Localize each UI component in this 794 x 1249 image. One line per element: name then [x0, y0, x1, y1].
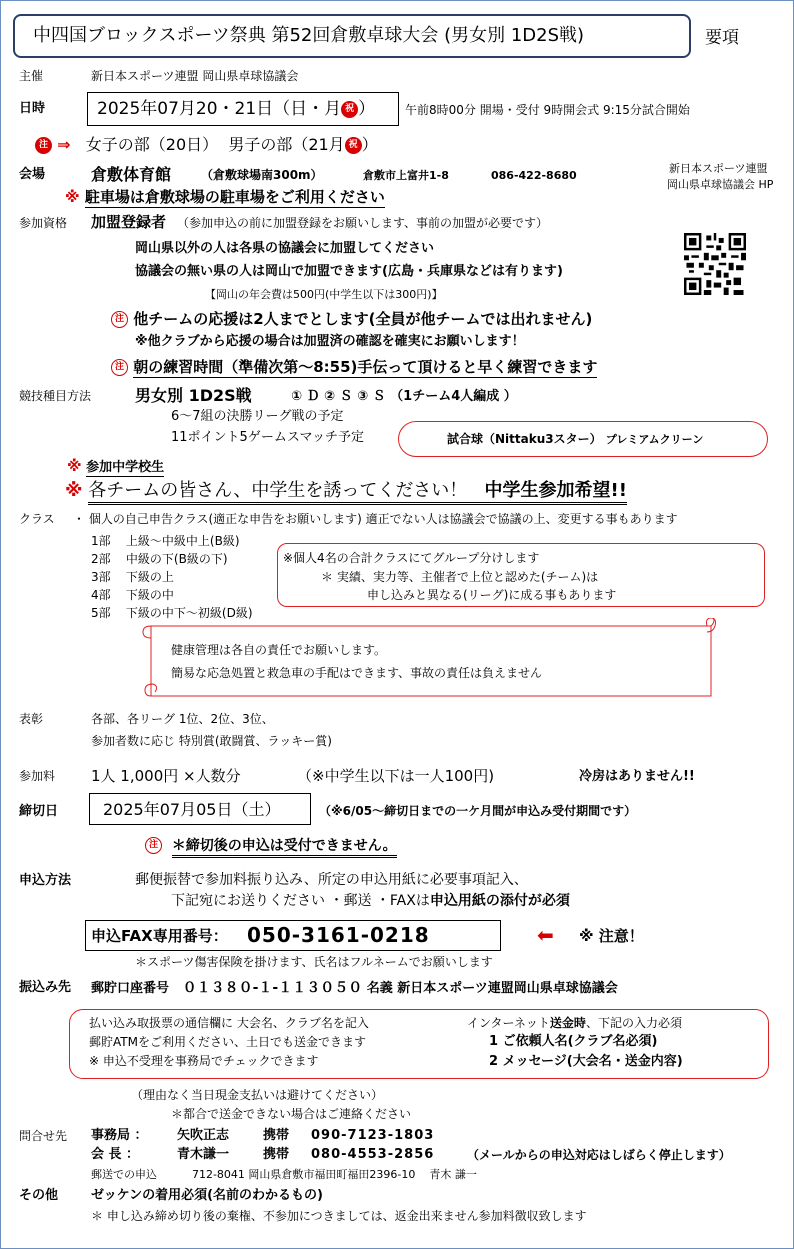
venue-address: 倉敷市上富井1-8: [363, 169, 449, 182]
fee-student: （※中学生以下は一人100円): [297, 767, 495, 785]
awards-label: 表彰: [19, 712, 44, 726]
date-value-prefix: 2025年07月20・21日（日・月: [97, 99, 342, 119]
annual-fee-note: 【岡山の年会費は500円(中学生以下は300円)】: [205, 288, 443, 301]
class-row: [91, 534, 240, 548]
men-division-suffix: ）: [361, 135, 378, 154]
organizer-label: 主催: [19, 69, 44, 83]
apply-line2: [171, 893, 570, 910]
office-phone-label: 携帯: [263, 1128, 290, 1143]
eligibility-label: 参加資格: [19, 216, 68, 230]
contact-label: 問合せ先: [19, 1129, 68, 1143]
parking-note: 駐車場は倉敷球場の駐車場をご利用ください: [84, 188, 385, 206]
class-intro: ・ 個人の自己申告クラス(適正な申告をお願いします) 適正でない人は協議会で協議の上、変更する事もあります: [73, 512, 678, 526]
class-row-name: 4部: [91, 588, 111, 602]
transfer-left1: 払い込み取扱票の通信欄に 大会名、クラブ名を記入: [89, 1016, 369, 1030]
transfer-right1b: 送金時: [549, 1016, 586, 1030]
class-row: [91, 588, 174, 602]
organizer-value: 新日本スポーツ連盟 岡山県卓球協議会: [91, 69, 299, 83]
parking-mark: ※: [65, 188, 80, 206]
late-line: [145, 837, 397, 854]
class-note1: ※個人4名の合計クラスにてグループ分けします: [283, 551, 540, 565]
class-label: クラス: [19, 512, 55, 526]
awards-line1: 各部、各リーグ 1位、2位、3位、: [91, 712, 274, 726]
transfer-right3: 2 メッセージ(大会名・送金内容): [489, 1054, 683, 1069]
deadline-note: （※6/05～締切日までの一ケ月間が申込み受付期間です）: [319, 804, 637, 818]
mail-address: 712-8041 岡山県倉敷市福田町福田2396-10: [191, 1168, 416, 1181]
office-role: 事務局 ：: [91, 1128, 148, 1143]
class-row-desc: 下級の中: [125, 588, 174, 602]
transfer-right1: [467, 1016, 682, 1030]
men-division-prefix: 男子の部（21月: [228, 135, 345, 154]
apply-label: 申込方法: [19, 873, 72, 888]
students-line: [67, 457, 164, 476]
class-row-desc: 上級～中級中上(B級): [125, 534, 240, 548]
fax-number: 050-3161-0218: [247, 923, 430, 947]
transfer-label: 振込み先: [19, 980, 72, 995]
note-mark-icon-4: 注: [145, 837, 162, 854]
fax-caution: ※ 注意！: [579, 927, 644, 945]
chair-name: 青木謙一: [177, 1147, 230, 1162]
chair-role: 会 長 ：: [91, 1147, 140, 1162]
note-mark-icon: 注: [35, 137, 52, 154]
health-line1: 健康管理は各自の責任でお願いします。: [171, 643, 387, 657]
chair-phone-label: 携帯: [263, 1147, 290, 1162]
students-label: 参加中学校生: [86, 460, 165, 475]
students-appeal-mark: ※: [65, 480, 83, 501]
women-division: 女子の部（20日）: [85, 135, 219, 154]
students-appeal2: 中学生参加希望!!: [484, 480, 627, 501]
transfer-right1a: インターネット: [467, 1016, 550, 1030]
awards-line2: 参加者数に応じ 特別賞(敢闘賞、ラッキー賞): [91, 734, 332, 748]
class-row-name: 1部: [91, 534, 111, 548]
ball-sub: プレミアムクリーン: [605, 433, 704, 446]
holiday-icon: 祝: [341, 101, 358, 118]
account-number: ０１３８０-１-１１３０５０: [182, 980, 363, 996]
deadline-label: 締切日: [19, 804, 59, 819]
ball-main: 試合球（Nittaku3スター）: [447, 432, 602, 446]
eligibility-line2: 協議会の無い県の人は岡山で加盟できます(広島・兵庫県などは有ります): [135, 264, 563, 279]
hp-line1: 新日本スポーツ連盟: [669, 162, 768, 175]
parking-line: [65, 188, 385, 206]
fee-value: 1人 1,000円 ×人数分: [91, 767, 241, 785]
fax-label: 申込FAX専用番号：: [91, 927, 228, 945]
ball-info: [447, 432, 703, 446]
chair-phone: 080-4553-2856: [311, 1147, 435, 1162]
cash-note: （理由なく当日現金支払いは避けてください）: [131, 1088, 384, 1102]
mail-name: 青木 謙一: [429, 1168, 477, 1181]
transfer-left3: ※ 申込不受理を事務局でチェックできます: [89, 1054, 319, 1068]
venue-label: 会場: [19, 167, 46, 182]
events-line1: 6～7組の決勝リーグ戦の予定: [171, 409, 344, 424]
students-appeal-line: [65, 480, 627, 502]
title-suffix: 要項: [705, 28, 739, 48]
office-phone: 090-7123-1803: [311, 1128, 435, 1143]
account-name-label: 名義: [366, 981, 393, 996]
class-row: [91, 552, 228, 566]
date-value-suffix: ）: [358, 99, 376, 119]
students-appeal: [88, 480, 627, 505]
date-label: 日時: [19, 101, 46, 116]
qr-code-icon: [684, 233, 746, 295]
students-appeal-text: 各チームの皆さん、中学生を誘ってください！: [88, 480, 468, 501]
class-row-name: 5部: [91, 606, 111, 620]
account-name: 新日本スポーツ連盟岡山県卓球協議会: [397, 981, 618, 996]
other-label: その他: [19, 1188, 59, 1203]
date-value: [97, 99, 375, 119]
students-mark: ※: [67, 457, 82, 475]
support-line: [111, 310, 592, 328]
venue-alt: （倉敷球場南300m）: [201, 168, 323, 182]
class-row-desc: 中級の下(B級の下): [125, 552, 228, 566]
class-row-desc: 下級の上: [125, 570, 174, 584]
transfer-left2: 郵貯ATMをご利用ください、土日でも送金できます: [89, 1035, 366, 1049]
events-main: 男女別 1D2S戦: [135, 386, 252, 405]
practice-line: [111, 358, 597, 376]
holiday-icon-2: 祝: [345, 137, 362, 154]
class-row-desc: 下級の中下～初級(D級): [125, 606, 253, 620]
time-note: 午前8時00分 開場・受付 9時開会式 9:15分試合開始: [405, 103, 690, 117]
divisions-line: [35, 135, 378, 154]
fee-label: 参加料: [19, 769, 56, 783]
eligibility-main: 加盟登録者: [91, 213, 167, 231]
other-line2: ＊ 申し込み締め切り後の棄権、不参加につきましては、返金出来ません参加料徴収致します: [91, 1209, 587, 1223]
note-mark-icon-2: 注: [111, 311, 128, 328]
practice-note: 朝の練習時間（準備次第～8:55)手伝って頂けると早く練習できます: [133, 358, 598, 376]
mail-label: 郵送での申込: [91, 1168, 157, 1181]
class-row-name: 2部: [91, 552, 111, 566]
eligibility-note: （参加申込の前に加盟登録をお願いします、事前の加盟が必要です）: [177, 216, 549, 230]
venue-phone: 086-422-8680: [491, 169, 577, 182]
hp-line2: 岡山県卓球協議会 HP: [667, 178, 774, 191]
health-line2: 簡易な応急処置と救急車の手配はできます、事故の責任は負えません: [171, 666, 543, 680]
class-row: [91, 570, 174, 584]
apply-line1: 郵便振替で参加料振り込み、所定の申込用紙に必要事項記入、: [135, 872, 528, 888]
arrow-icon: ⇒: [57, 135, 71, 154]
account-label: 郵貯口座番号: [91, 981, 170, 996]
page-title: 中四国ブロックスポーツ祭典 第52回倉敷卓球大会 (男女別 1D2S戦): [33, 25, 585, 46]
late-note: ＊締切後の申込は受付できません。: [172, 838, 397, 858]
health-scroll-shape: [139, 618, 719, 704]
class-note2: ＊ 実績、実力等、主催者で上位と認めた(チーム)は: [321, 570, 599, 584]
class-row-name: 3部: [91, 570, 111, 584]
fee-ac: 冷房はありません!!: [579, 769, 695, 784]
contact-note: ＊都合で送金できない場合はご連絡ください: [171, 1107, 412, 1121]
eligibility-line1: 岡山県以外の人は各県の協議会に加盟してください: [135, 241, 435, 256]
apply-line2b: 申込用紙の添付が必須: [429, 893, 570, 909]
other-line1: ゼッケンの着用必須(名前のわかるもの): [91, 1188, 323, 1203]
events-line2: 11ポイント5ゲームスマッチ予定: [171, 430, 365, 445]
transfer-right1c: 、下記の入力必須: [585, 1016, 682, 1030]
events-label: 競技種目方法: [19, 389, 92, 403]
office-name: 矢吹正志: [177, 1128, 230, 1143]
support-note: ※他クラブから応援の場合は加盟済の確認を確実にお願いします！: [135, 334, 525, 349]
insurance-note: ＊スポーツ傷害保険を掛けます、氏名はフルネームでお願いします: [135, 955, 493, 969]
transfer-right2: 1 ご依頼人名(クラブ名必須): [489, 1034, 658, 1049]
venue-name: 倉敷体育館: [91, 165, 172, 184]
mail-note: （メールからの申込対応はしばらく停止します）: [467, 1148, 731, 1162]
fax-arrow-icon: ⬅: [537, 923, 554, 947]
events-format: ① Ｄ ② Ｓ ③ Ｓ （1チーム4人編成 ）: [291, 389, 517, 404]
class-note3: 申し込みと異なる(リーグ)に成る事もあります: [367, 588, 617, 602]
apply-line2a: 下記宛にお送りください ・郵送 ・FAXは: [171, 893, 430, 909]
deadline-value: 2025年07月05日（土）: [103, 800, 281, 819]
transfer-account-line: [91, 980, 618, 997]
mail-line: [91, 1168, 477, 1181]
support-rule: 他チームの応援は2人までとします(全員が他チームでは出れません): [133, 310, 593, 328]
note-mark-icon-3: 注: [111, 359, 128, 376]
